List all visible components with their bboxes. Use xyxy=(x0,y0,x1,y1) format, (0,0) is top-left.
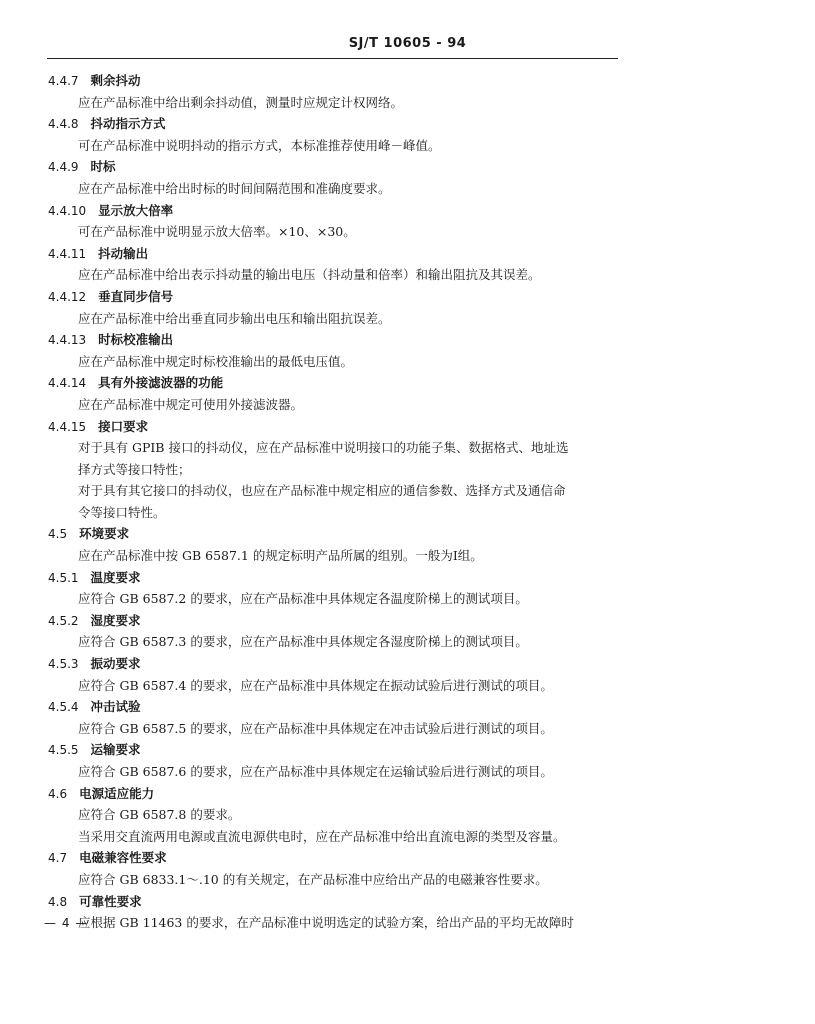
section-title: 环境要求 xyxy=(79,526,130,542)
section-number: 4.4.14 xyxy=(48,376,87,391)
section-number: 4.4.13 xyxy=(48,333,87,348)
section-title: 电磁兼容性要求 xyxy=(79,850,167,866)
paragraph-line: 可在产品标准中说明抖动的指示方式，本标准推荐使用峰－峰值。 xyxy=(78,137,441,153)
section-heading xyxy=(0,416,815,438)
section-title: 时标 xyxy=(90,159,116,175)
section-title: 垂直同步信号 xyxy=(98,288,174,304)
section-title: 电源适应能力 xyxy=(79,785,155,801)
paragraph-line: 对于具有 GPIB 接口的抖动仪，应在产品标准中说明接口的功能子集、数据格式、地址选 xyxy=(78,440,569,456)
paragraph-line: 应在产品标准中按 GB 6587.1 的规定标明产品所属的组别。一般为Ⅰ组。 xyxy=(78,548,483,564)
paragraph-line: 应在产品标准中给出时标的时间间隔范围和准确度要求。 xyxy=(78,180,391,196)
paragraph-line: 应根据 GB 11463 的要求，在产品标准中说明选定的试验方案，给出产品的平均无故障时 xyxy=(78,915,574,931)
section-title: 抖动指示方式 xyxy=(90,116,166,132)
paragraph-line: 应在产品标准中规定时标校准输出的最低电压值。 xyxy=(78,353,354,369)
section-number: 4.4.10 xyxy=(48,203,87,218)
paragraph-line: 应在产品标准中给出表示抖动量的输出电压（抖动量和倍率）和输出阻抗及其误差。 xyxy=(78,267,541,283)
paragraph-line: 应符合 GB 6587.5 的要求，应在产品标准中具体规定在冲击试验后进行测试的项目。 xyxy=(78,720,553,736)
section-heading xyxy=(0,610,815,632)
paragraph-continuation: 择方式等接口特性； xyxy=(78,461,191,477)
header-rule xyxy=(47,58,618,59)
section-title: 温度要求 xyxy=(90,569,141,585)
paragraph-line: 应在产品标准中给出剩余抖动值，测量时应规定计权网络。 xyxy=(78,94,404,110)
paragraph-line: 应符合 GB 6587.4 的要求，应在产品标准中具体规定在振动试验后进行测试的项目。 xyxy=(78,677,553,693)
section-number: 4.4.7 xyxy=(48,74,79,88)
paragraph-line: 应符合 GB 6587.2 的要求，应在产品标准中具体规定各温度阶梯上的测试项目。 xyxy=(78,591,528,607)
section-number: 4.5.4 xyxy=(48,700,79,715)
section-number: 4.8 xyxy=(48,894,68,909)
section-number: 4.4.8 xyxy=(48,117,79,132)
section-title: 运输要求 xyxy=(90,742,141,758)
section-heading xyxy=(0,156,815,178)
paragraph-continuation: 令等接口特性。 xyxy=(78,504,166,520)
paragraph-line: 应符合 GB 6587.3 的要求，应在产品标准中具体规定各湿度阶梯上的测试项目。 xyxy=(78,634,528,650)
section-heading xyxy=(0,523,815,545)
section-heading xyxy=(0,286,815,308)
section-heading xyxy=(0,200,815,222)
section-heading xyxy=(0,783,815,805)
section-title: 剩余抖动 xyxy=(90,73,141,88)
section-number: 4.4.11 xyxy=(48,246,87,261)
section-heading xyxy=(0,891,815,913)
paragraph-line: 当采用交直流两用电源或直流电源供电时，应在产品标准中给出直流电源的类型及容量。 xyxy=(78,828,566,844)
section-number: 4.5.3 xyxy=(48,657,79,672)
paragraph-line: 可在产品标准中说明显示放大倍率。×10、×30。 xyxy=(78,224,356,240)
section-heading xyxy=(0,567,815,589)
section-title: 抖动输出 xyxy=(98,245,149,261)
paragraph-line: 应符合 GB 6587.8 的要求。 xyxy=(78,807,241,823)
document-code-header: SJ/T 10605 - 94 xyxy=(348,36,467,51)
section-title: 显示放大倍率 xyxy=(98,202,174,218)
section-title: 冲击试验 xyxy=(90,699,141,715)
section-heading xyxy=(0,243,815,265)
section-number: 4.4.12 xyxy=(48,289,87,304)
section-heading xyxy=(0,329,815,351)
page-number: — 4 — xyxy=(44,916,89,930)
section-title: 湿度要求 xyxy=(90,612,141,628)
paragraph-line: 应在产品标准中规定可使用外接滤波器。 xyxy=(78,396,304,412)
paragraph-line: 应在产品标准中给出垂直同步输出电压和输出阻抗误差。 xyxy=(78,310,391,326)
paragraph-line: 应符合 GB 6587.6 的要求，应在产品标准中具体规定在运输试验后进行测试的项目。 xyxy=(78,764,553,779)
section-heading xyxy=(0,70,815,92)
section-number: 4.7 xyxy=(48,851,68,866)
paragraph-line: 对于具有其它接口的抖动仪，也应在产品标准中规定相应的通信参数、选择方式及通信命 xyxy=(78,483,566,499)
section-heading xyxy=(0,696,815,718)
section-heading xyxy=(0,653,815,675)
section-heading xyxy=(0,372,815,394)
section-title: 可靠性要求 xyxy=(79,893,142,909)
section-heading xyxy=(0,847,815,869)
section-number: 4.5 xyxy=(48,527,68,542)
section-title: 接口要求 xyxy=(98,418,149,434)
section-heading xyxy=(0,113,815,135)
section-title: 具有外接滤波器的功能 xyxy=(98,375,224,391)
section-number: 4.6 xyxy=(48,786,68,801)
section-title: 时标校准输出 xyxy=(98,332,174,348)
section-number: 4.5.2 xyxy=(48,613,79,628)
section-number: 4.4.15 xyxy=(48,419,87,434)
section-number: 4.5.1 xyxy=(48,570,79,585)
section-number: 4.4.9 xyxy=(48,160,79,175)
paragraph-line: 应符合 GB 6833.1～.10 的有关规定，在产品标准中应给出产品的电磁兼容性要求。 xyxy=(78,871,548,887)
document-body xyxy=(0,70,815,934)
section-number: 4.5.5 xyxy=(48,743,79,758)
section-title: 振动要求 xyxy=(90,656,141,672)
section-heading xyxy=(0,739,815,761)
